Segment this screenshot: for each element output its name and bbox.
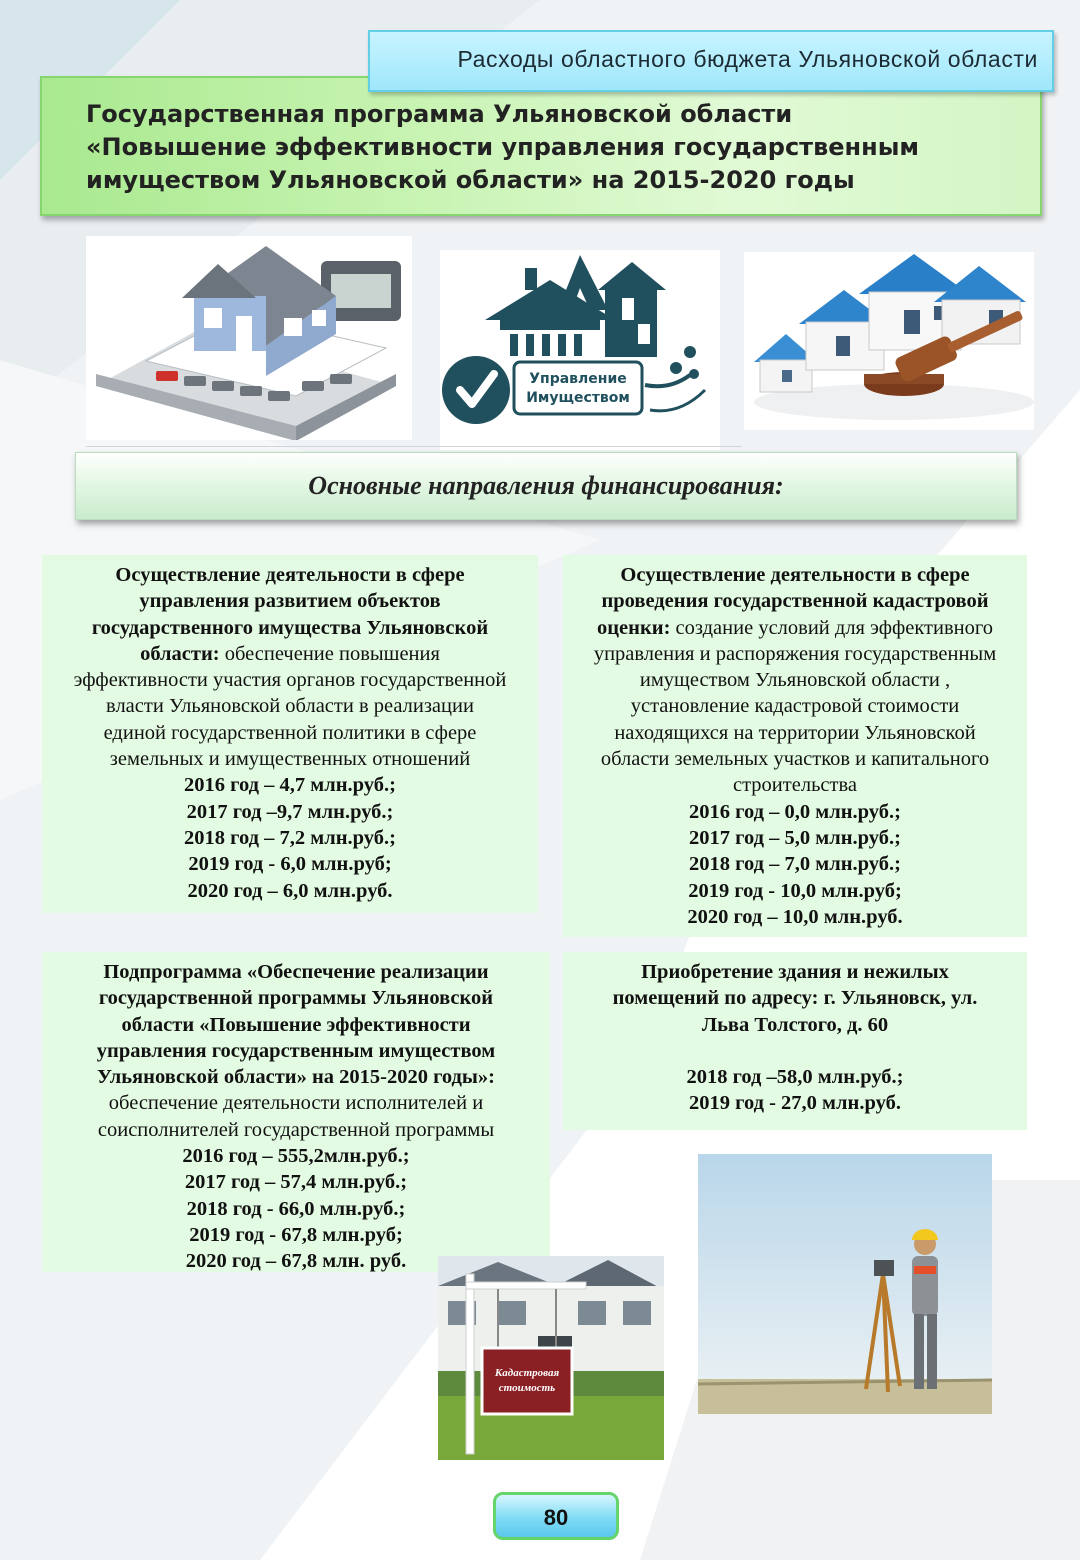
funding-amount: 2017 год – 57,4 млн.руб.; bbox=[184, 1171, 408, 1194]
funding-card-cadastral-valuation bbox=[563, 555, 1027, 937]
card-heading-line: Подпрограмма «Обеспечение реализации bbox=[103, 961, 489, 983]
budget-header-tab bbox=[368, 30, 1054, 92]
card-heading-line: управления государственным имуществом bbox=[96, 1039, 496, 1062]
directions-banner bbox=[75, 452, 1017, 520]
funding-amount: 2019 год - 6,0 млн.руб; bbox=[188, 853, 392, 876]
program-title bbox=[86, 98, 1016, 197]
funding-amount: 2018 год - 66,0 млн.руб.; bbox=[186, 1197, 406, 1220]
illustration-divider bbox=[86, 446, 742, 447]
card-text-line: управления и распоряжения государственным bbox=[593, 642, 997, 665]
card-text-line: имуществом Ульяновской области , bbox=[639, 669, 951, 692]
card-heading-line: государственной программы Ульяновской bbox=[98, 987, 494, 1010]
program-title-line: имуществом Ульяновской области» на 2015-2020 годы bbox=[86, 166, 855, 194]
funding-card-property-development bbox=[42, 555, 538, 913]
funding-amount: 2020 год – 10,0 млн.руб. bbox=[687, 905, 903, 928]
card-heading-line: помещений по адресу: г. Ульяновск, ул. bbox=[612, 987, 978, 1010]
card-heading-line: Приобретение здания и нежилых bbox=[641, 961, 949, 983]
program-title-line: «Повышение эффективности управления государственным bbox=[86, 133, 920, 161]
card-text-line: земельных и имущественных отношений bbox=[109, 748, 471, 771]
card-heading-line: Осуществление деятельности в сфере bbox=[620, 564, 970, 586]
funding-amount: 2019 год - 27,0 млн.руб. bbox=[689, 1092, 901, 1115]
program-title-line: Государственная программа Ульяновской области bbox=[86, 100, 793, 128]
logo-text-line1: Управление bbox=[529, 371, 627, 387]
card-heading-line: Льва Толстого, д. 60 bbox=[701, 1013, 889, 1036]
funding-amount: 2019 год - 10,0 млн.руб; bbox=[688, 879, 902, 902]
card-text-line: эффективности участия органов государственной bbox=[73, 669, 507, 692]
card-heading-line: проведения государственной кадастровой bbox=[601, 590, 989, 613]
card-text-line: власти Ульяновской области в реализации bbox=[106, 695, 474, 718]
cadastral-value-sign-photo bbox=[438, 1256, 664, 1460]
program-title-box bbox=[40, 76, 1042, 216]
card-text: создание условий для эффективного bbox=[670, 616, 993, 639]
card-text-line: строительства bbox=[733, 774, 857, 797]
funding-card-building-purchase bbox=[563, 952, 1027, 1130]
page-number-badge bbox=[493, 1492, 619, 1540]
funding-amount: 2016 год – 0,0 млн.руб.; bbox=[689, 800, 901, 823]
logo-text-line2: Имуществом bbox=[526, 390, 630, 406]
card-text-line: единой государственной политики в сфере bbox=[103, 721, 477, 744]
funding-amount: 2017 год – 5,0 млн.руб.; bbox=[689, 826, 901, 849]
card-text: обеспечение повышения bbox=[219, 642, 440, 665]
card-heading-line: области: bbox=[140, 642, 220, 665]
directions-title: Основные направления финансирования: bbox=[308, 471, 784, 500]
house-calculator-image bbox=[86, 236, 412, 440]
card-heading-line: государственного имущества Ульяновской bbox=[91, 616, 489, 639]
card-text-line: обеспечение деятельности исполнителей и bbox=[108, 1092, 484, 1115]
page-number: 80 bbox=[543, 1505, 569, 1530]
funding-amount: 2018 год – 7,2 млн.руб.; bbox=[184, 826, 396, 849]
sign-text-line1: Кадастровая bbox=[494, 1367, 560, 1379]
sign-text-line2: стоимость bbox=[498, 1382, 556, 1394]
card-text-line: соисполнителей государственной программы bbox=[97, 1118, 495, 1141]
budget-header-label: Расходы областного бюджета Ульяновской области bbox=[457, 46, 1038, 72]
surveyor-photo bbox=[698, 1154, 992, 1414]
houses-gavel-image bbox=[744, 252, 1034, 430]
funding-amount: 2016 год – 555,2млн.руб.; bbox=[182, 1145, 410, 1168]
funding-amount: 2020 год – 67,8 млн. руб. bbox=[185, 1250, 407, 1273]
funding-amount: 2016 год – 4,7 млн.руб.; bbox=[184, 774, 396, 797]
card-heading-line: Ульяновской области» на 2015-2020 годы»: bbox=[96, 1066, 495, 1089]
card-text-line: области земельных участков и капитального bbox=[600, 748, 990, 771]
card-heading-line: Осуществление деятельности в сфере bbox=[115, 564, 465, 586]
funding-amount: 2019 год - 67,8 млн.руб; bbox=[189, 1223, 403, 1246]
card-heading-line: управления развитием объектов bbox=[139, 590, 441, 613]
funding-amount: 2018 год – 7,0 млн.руб.; bbox=[689, 853, 901, 876]
card-text-line: установление кадастровой стоимости bbox=[630, 695, 960, 718]
funding-amount: 2017 год –9,7 млн.руб.; bbox=[186, 800, 394, 823]
funding-amount: 2020 год – 6,0 млн.руб. bbox=[187, 879, 393, 902]
card-heading-line: оценки: bbox=[597, 616, 671, 639]
card-heading-line: области «Повышение эффективности bbox=[121, 1013, 471, 1036]
card-text-line: находящихся на территории Ульяновской bbox=[614, 721, 976, 744]
property-management-logo bbox=[440, 250, 720, 450]
funding-card-subprogram bbox=[42, 952, 550, 1272]
funding-amount: 2018 год –58,0 млн.руб.; bbox=[686, 1065, 904, 1088]
